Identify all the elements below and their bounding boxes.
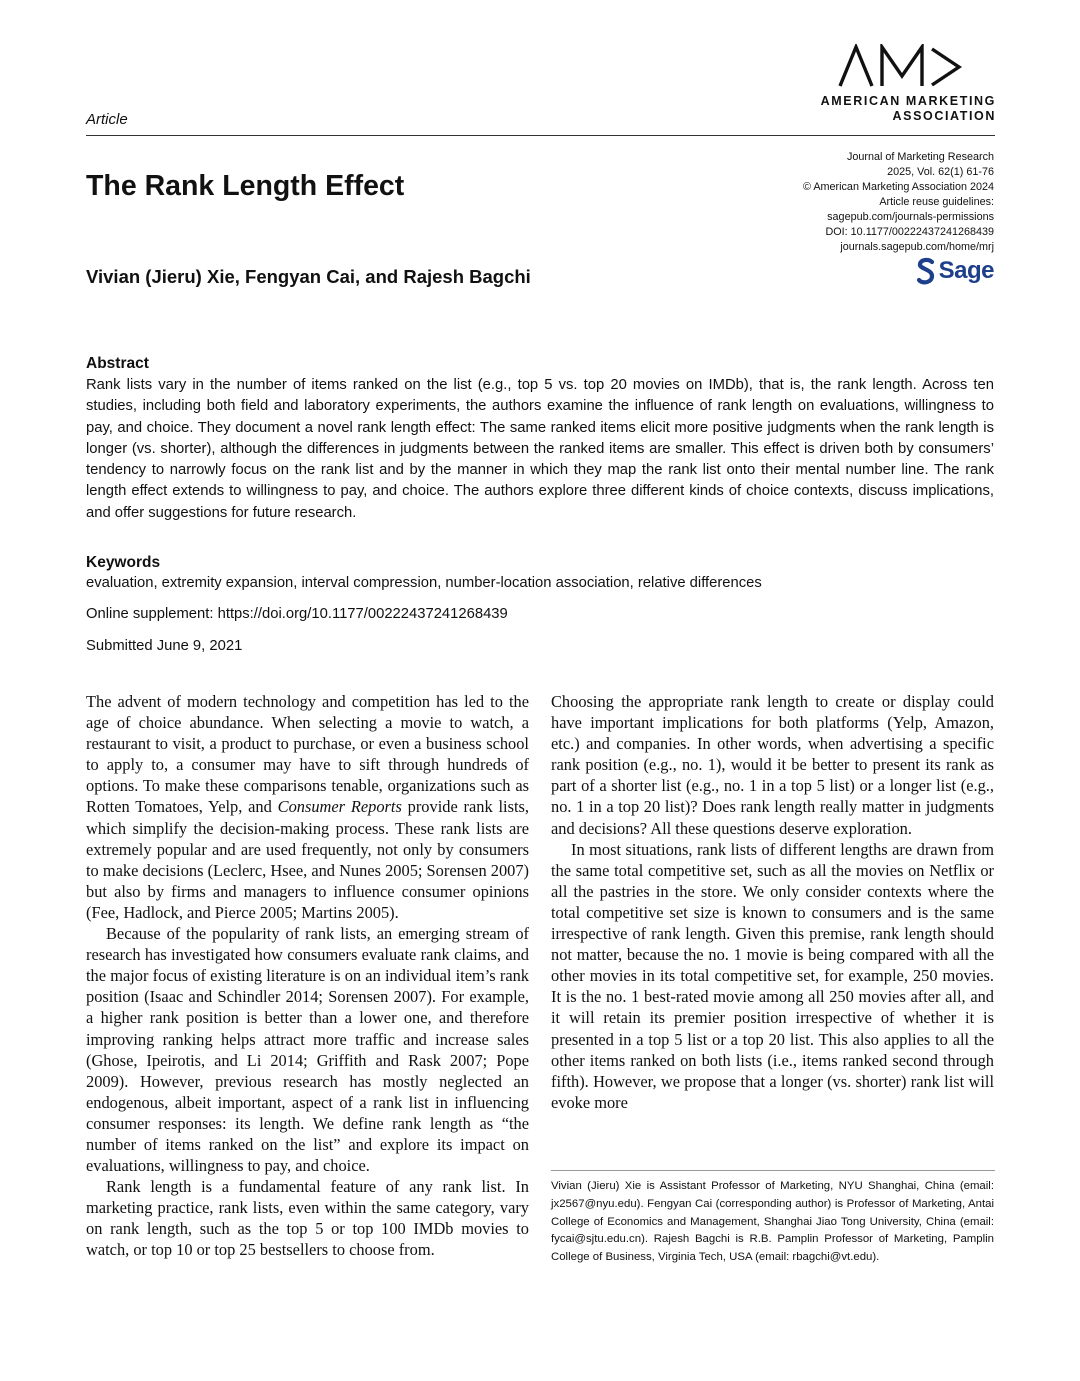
ama-logo-line1: AMERICAN MARKETING [820,94,996,108]
header-divider [86,135,995,136]
body-text: provide rank lists, which simplify the decision-making process. These rank lists are extremely popular and are used frequently, not only by consumers to make decisions (Leclerc, Hsee, and Nunes 2005; Sorensen 2007) but also by firms and managers to influence consumer opinions (Fee, Hadlock, and Pierce 2005; Martins 2005). [86,797,529,922]
submitted-date: Submitted June 9, 2021 [86,638,243,654]
reuse-guidelines-label: Article reuse guidelines: [879,196,994,208]
sage-wordmark: Sage [938,257,994,284]
body-column-right [551,691,994,1113]
author-affiliation-footnote: Vivian (Jieru) Xie is Assistant Professor of Marketing, NYU Shanghai, China (email: jx2567@nyu.edu). Fengyan Cai (corresponding author) is Professor of Marketing, Antai College of Economics and Management, Shanghai Jiao Tong University, China (email: fycai@sjtu.edu.cn). Rajesh Bagchi is R.B. Pamplin Professor of Marketing, Pamplin College of Business, Virginia Tech, USA (email: rbagchi@vt.edu). [551,1180,994,1264]
online-supplement-link[interactable]: Online supplement: https://doi.org/10.1177/00222437241268439 [86,606,508,622]
abstract-heading: Abstract [86,355,149,372]
journal-copyright: © American Marketing Association 2024 [802,181,994,193]
body-paragraph: In most situations, rank lists of different lengths are drawn from the same total competitive set, such as all the movies on Netflix or all the pastries in the store. We only consider contexts where the total competitive set size is known to consumers and is the same irrespective of rank length. Given this premise, rank length should not matter, because the no. 1 movie is being compared with all the other movies in its total competitive set, for example, 250 movies. It is the no. 1 best-rated movie among all 250 movies after all, and it will retain its premier position irrespective of whether it is presented in a top 5 list or a top 20 list. This also applies to all the other items ranked on both lists (i.e., items ranked second through fifth). However, we propose that a longer (vs. shorter) rank list will evoke more [551,839,994,1112]
sage-s-icon [916,256,936,286]
body-paragraph [86,691,529,923]
body-paragraph: Choosing the appropriate rank length to create or display could have important implications for both platforms (Yelp, Amazon, etc.) and companies. In other words, when advertising a specific rank position (e.g., no. 1), would it be better to present its rank as part of a shorter list (e.g., no. 1 in a top 5 list) or a longer list (e.g., no. 1 in a top 20 list)? Does rank length really matter in judgments and decisions? All these questions deserve exploration. [551,692,994,838]
body-column-left [86,691,529,1261]
ama-logo-mark-icon [838,44,962,88]
journal-name: Journal of Marketing Research [846,151,994,163]
author-list: Vivian (Jieru) Xie, Fengyan Cai, and Rajesh Bagchi [86,266,531,287]
ama-logo-line2: ASSOCIATION [892,109,996,123]
sage-logo [916,256,994,286]
journal-info [734,150,994,255]
journal-homepage-link[interactable]: journals.sagepub.com/home/mrj [840,241,994,253]
article-type-label: Article [86,111,128,128]
keywords-heading: Keywords [86,554,161,571]
permissions-link[interactable]: sagepub.com/journals-permissions [827,211,994,223]
body-text: The advent of modern technology and competition has led to the age of choice abundance. When selecting a movie to watch, a restaurant to visit, a product to purchase, or even a business school to apply to, a consumer may have to sift through hundreds of options. To make these comparisons tenable, organizations such as Rotten Tomatoes, Yelp, and [86,692,529,817]
body-paragraph: Because of the popularity of rank lists, an emerging stream of research has investigated how consumers evaluate rank claims, and the major focus of existing literature is on an individual item’s rank position (Isaac and Schindler 2014; Sorensen 2007). For example, a higher rank position is better than a lower one, and therefore improving ranking helps attract more traffic and increase sales (Ghose, Ipeirotis, and Li 2014; Griffith and Rask 2007; Pope 2009). However, previous research has mostly neglected an endogenous, albeit important, aspect of a rank list in influencing consumer responses: its length. We define rank length as “the number of items ranked on the list” and explore its impact on evaluations, willingness to pay, and choice. [86,924,529,1176]
body-italic-text: Consumer Reports [277,797,402,817]
ama-logo [808,44,996,124]
abstract-text: Rank lists vary in the number of items ranked on the list (e.g., top 5 vs. top 20 movies on IMDb), that is, the rank length. Across ten studies, including both field and laboratory experiments, the authors examine the influence of rank length on evaluations, willingness to pay, and choice. They document a novel rank length effect: The same ranked items elicit more positive judgments when the rank length is longer (vs. shorter), although the differences in judgments between the ranked items are smaller. This effect is driven both by consumers’ tendency to narrowly focus on the rank list and by the manner in which they map the rank list onto their mental number line. The rank length effect extends to willingness to pay, and choice. The authors explore three different kinds of choice contexts, discuss implications, and offer suggestions for future research. [86,377,994,521]
body-paragraph: Rank length is a fundamental feature of any rank list. In marketing practice, rank lists, even within the same category, vary on rank length, such as the top 5 or top 100 IMDb movies to watch, or top 10 or top 25 bestsellers to choose from. [86,1177,529,1260]
doi-link[interactable]: DOI: 10.1177/00222437241268439 [825,226,994,238]
page-title: The Rank Length Effect [86,170,405,202]
keywords-text: evaluation, extremity expansion, interval compression, number-location association, relative differences [86,575,762,591]
footnote-divider [551,1170,995,1171]
journal-volume: 2025, Vol. 62(1) 61-76 [887,166,994,178]
